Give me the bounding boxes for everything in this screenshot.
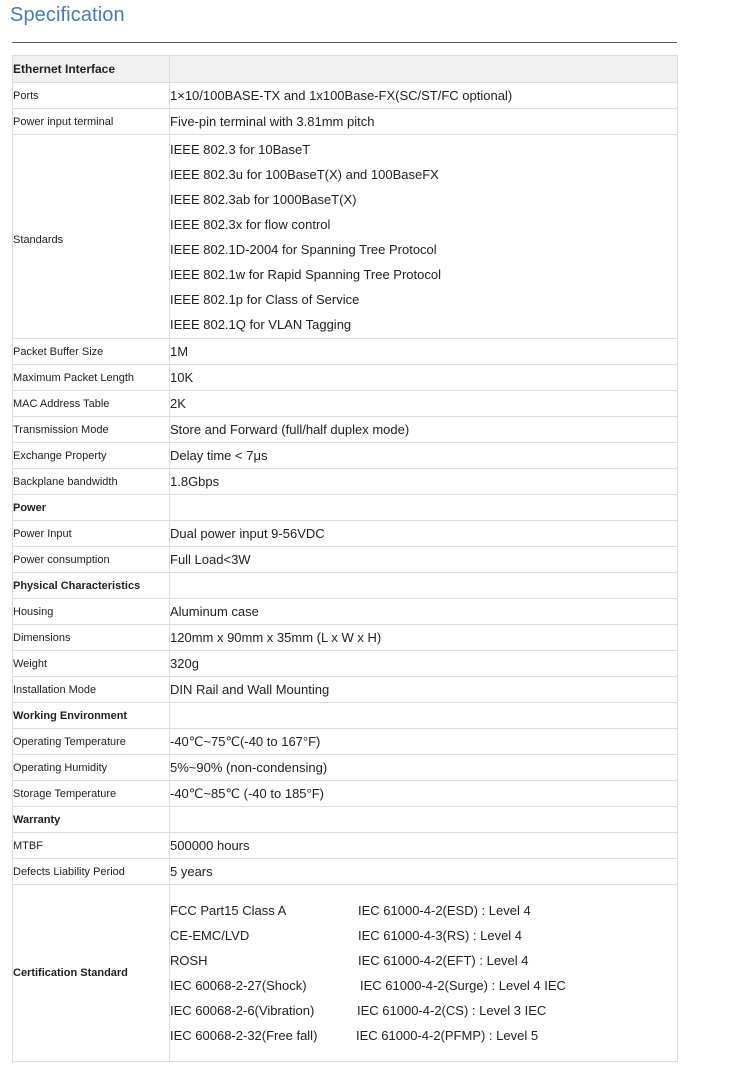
section-title: Working Environment (13, 703, 170, 729)
table-row (13, 833, 678, 859)
row-value: -40℃~75℃(-40 to 167°F) (170, 729, 678, 755)
certification-standard: IEC 60068-2-32(Free fall) (170, 1028, 318, 1043)
certification-standard: IEC 60068-2-27(Shock) (170, 978, 307, 993)
section-header-power (13, 495, 678, 521)
title-divider (12, 42, 677, 43)
row-label: Exchange Property (13, 443, 170, 469)
certification-standard: FCC Part15 Class A (170, 903, 287, 918)
row-value: 320g (170, 651, 678, 677)
table-row-standards (13, 135, 678, 339)
row-label: Packet Buffer Size (13, 339, 170, 365)
row-value: 1.8Gbps (170, 469, 678, 495)
standard-item: IEEE 802.3x for flow control (170, 216, 331, 232)
row-label: Backplane bandwidth (13, 469, 170, 495)
table-row (13, 755, 678, 781)
row-label: Operating Temperature (13, 729, 170, 755)
row-value: 1M (170, 339, 678, 365)
row-value: 2K (170, 391, 678, 417)
row-label: Transmission Mode (13, 417, 170, 443)
row-label: Weight (13, 651, 170, 677)
row-value: -40℃~85℃ (-40 to 185°F) (170, 781, 678, 807)
table-row (13, 109, 678, 135)
row-label: Power Input (13, 521, 170, 547)
certification-item (170, 973, 677, 998)
table-row (13, 651, 678, 677)
certification-level: IEC 61000-4-3(RS) : Level 4 (358, 928, 523, 943)
row-value: Store and Forward (full/half duplex mode) (170, 417, 678, 443)
standard-item: IEEE 802.1D-2004 for Spanning Tree Protocol (170, 241, 437, 257)
table-row (13, 859, 678, 885)
table-row (13, 391, 678, 417)
section-header-warranty (13, 807, 678, 833)
table-row (13, 729, 678, 755)
row-label: Installation Mode (13, 677, 170, 703)
row-label: Ports (13, 83, 170, 109)
certification-list (170, 885, 678, 1062)
table-row (13, 365, 678, 391)
row-label: Defects Liability Period (13, 859, 170, 885)
row-value: Aluminum case (170, 599, 678, 625)
row-value: Delay time < 7μs (170, 443, 678, 469)
certification-standard: CE-EMC/LVD (170, 928, 250, 943)
section-header-ethernet (13, 56, 678, 83)
table-row (13, 339, 678, 365)
table-row (13, 469, 678, 495)
table-row-certification (13, 885, 678, 1062)
standards-list (170, 135, 678, 339)
row-value: Full Load<3W (170, 547, 678, 573)
section-title: Ethernet Interface (13, 56, 170, 83)
standard-item: IEEE 802.1Q for VLAN Tagging (170, 316, 352, 332)
section-title: Power (13, 495, 170, 521)
certification-level: IEC 61000-4-2(PFMP) : Level 5 (356, 1028, 539, 1043)
table-row (13, 443, 678, 469)
row-value: 10K (170, 365, 678, 391)
table-row (13, 677, 678, 703)
row-label: Maximum Packet Length (13, 365, 170, 391)
row-value: Dual power input 9-56VDC (170, 521, 678, 547)
row-label: MAC Address Table (13, 391, 170, 417)
table-row (13, 625, 678, 651)
row-label: Power input terminal (13, 109, 170, 135)
row-value: 5%~90% (non-condensing) (170, 755, 678, 781)
row-value: 1×10/100BASE-TX and 1x100Base-FX(SC/ST/FC optional) (170, 83, 678, 109)
row-label: Operating Humidity (13, 755, 170, 781)
standard-item: IEEE 802.3u for 100BaseT(X) and 100BaseFX (170, 166, 439, 182)
specification-table (12, 55, 678, 1062)
certification-standard: ROSH (170, 953, 208, 968)
row-value: DIN Rail and Wall Mounting (170, 677, 678, 703)
section-header-physical (13, 573, 678, 599)
certification-level: IEC 61000-4-2(ESD) : Level 4 (358, 903, 531, 918)
row-label: Storage Temperature (13, 781, 170, 807)
standard-item: IEEE 802.3 for 10BaseT (170, 141, 311, 157)
row-value: 5 years (170, 859, 678, 885)
section-title: Warranty (13, 807, 170, 833)
page-title: Specification (10, 4, 125, 26)
row-value: Five-pin terminal with 3.81mm pitch (170, 109, 678, 135)
certification-level: IEC 61000-4-2(CS) : Level 3 IEC (357, 1003, 547, 1018)
table-row (13, 83, 678, 109)
row-label: MTBF (13, 833, 170, 859)
certification-item (170, 998, 677, 1023)
table-row (13, 599, 678, 625)
standard-item: IEEE 802.3ab for 1000BaseT(X) (170, 191, 357, 207)
row-label: Certification Standard (13, 885, 170, 1062)
section-header-environment (13, 703, 678, 729)
table-row (13, 781, 678, 807)
certification-item (170, 1023, 677, 1048)
certification-item (170, 948, 677, 973)
table-row (13, 521, 678, 547)
row-value: 500000 hours (170, 833, 678, 859)
certification-standard: IEC 60068-2-6(Vibration) (170, 1003, 315, 1018)
row-label: Power consumption (13, 547, 170, 573)
section-title: Physical Characteristics (13, 573, 170, 599)
certification-item (170, 898, 677, 923)
row-label: Dimensions (13, 625, 170, 651)
certification-level: IEC 61000-4-2(EFT) : Level 4 (358, 953, 529, 968)
standard-item: IEEE 802.1w for Rapid Spanning Tree Protocol (170, 266, 441, 282)
table-row (13, 417, 678, 443)
table-row (13, 547, 678, 573)
row-value: 120mm x 90mm x 35mm (L x W x H) (170, 625, 678, 651)
row-label: Housing (13, 599, 170, 625)
standard-item: IEEE 802.1p for Class of Service (170, 291, 360, 307)
certification-item (170, 923, 677, 948)
row-label: Standards (13, 135, 170, 339)
certification-level: IEC 61000-4-2(Surge) : Level 4 IEC (360, 978, 566, 993)
